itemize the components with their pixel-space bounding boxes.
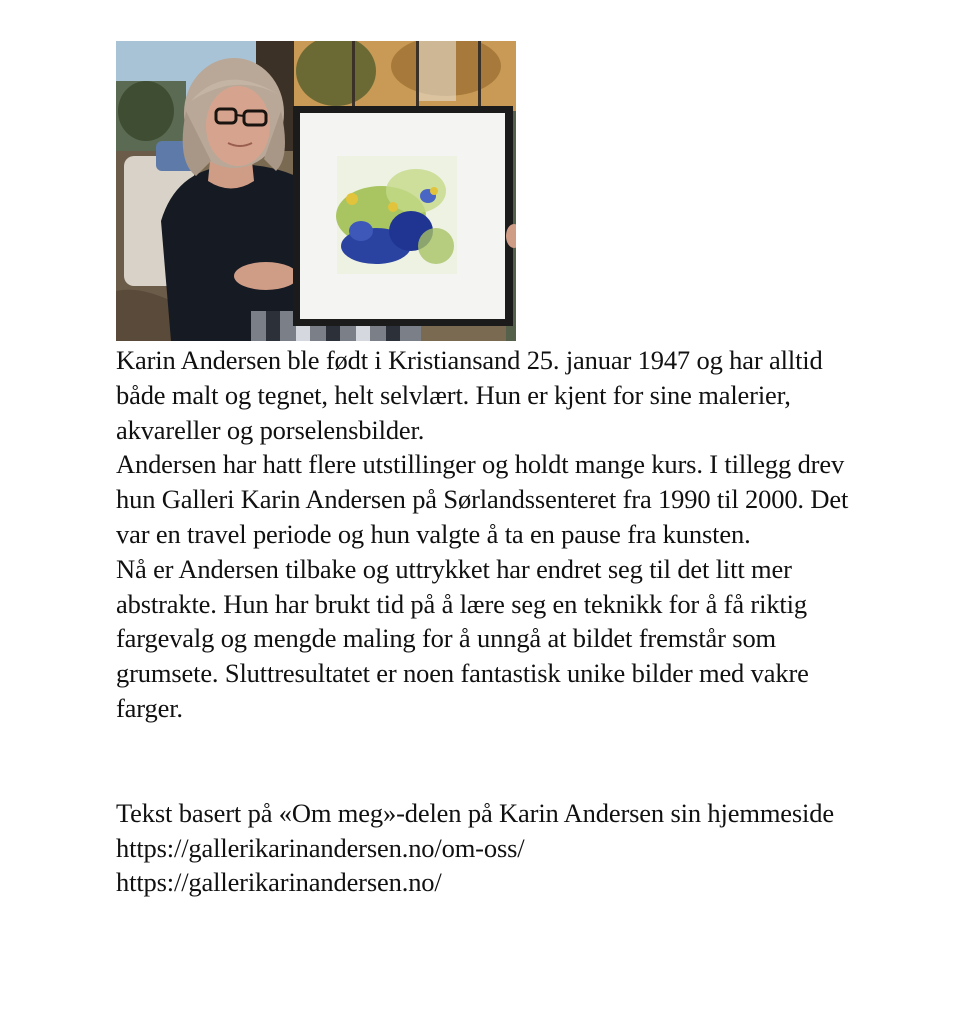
- link-om-oss[interactable]: https://gallerikarinandersen.no/om-oss/: [116, 832, 525, 863]
- artist-photo: [116, 41, 516, 341]
- link-homepage[interactable]: https://gallerikarinandersen.no/: [116, 867, 442, 898]
- paragraph-biography: Karin Andersen ble født i Kristiansand 25. januar 1947 og har alltid både malt og tegnet, helt selvlært. Hun er kjent for sine malerier, akvareller og porselensbilder.: [116, 345, 823, 445]
- paragraph-current-work: Nå er Andersen tilbake og uttrykket har endret seg til det litt mer abstrakte. Hun har brukt tid på å lære seg en teknikk for å få riktig fargevalg og mengde maling for å unngå at bildet fremstår som grumsete. Sluttresultatet er noen fantastisk unike bilder med vakre farger.: [116, 553, 809, 723]
- article-text: [116, 343, 876, 900]
- artist-photo-illustration: [116, 41, 516, 341]
- section-spacer: [116, 726, 876, 796]
- source-credit: Tekst basert på «Om meg»-delen på Karin Andersen sin hjemmeside: [116, 797, 834, 828]
- paragraph-exhibitions: Andersen har hatt flere utstillinger og holdt mange kurs. I tillegg drev hun Galleri Karin Andersen på Sørlandssenteret fra 1990 til 2000. Det var en travel periode og hun valgte å ta en pause fra kunsten.: [116, 449, 849, 549]
